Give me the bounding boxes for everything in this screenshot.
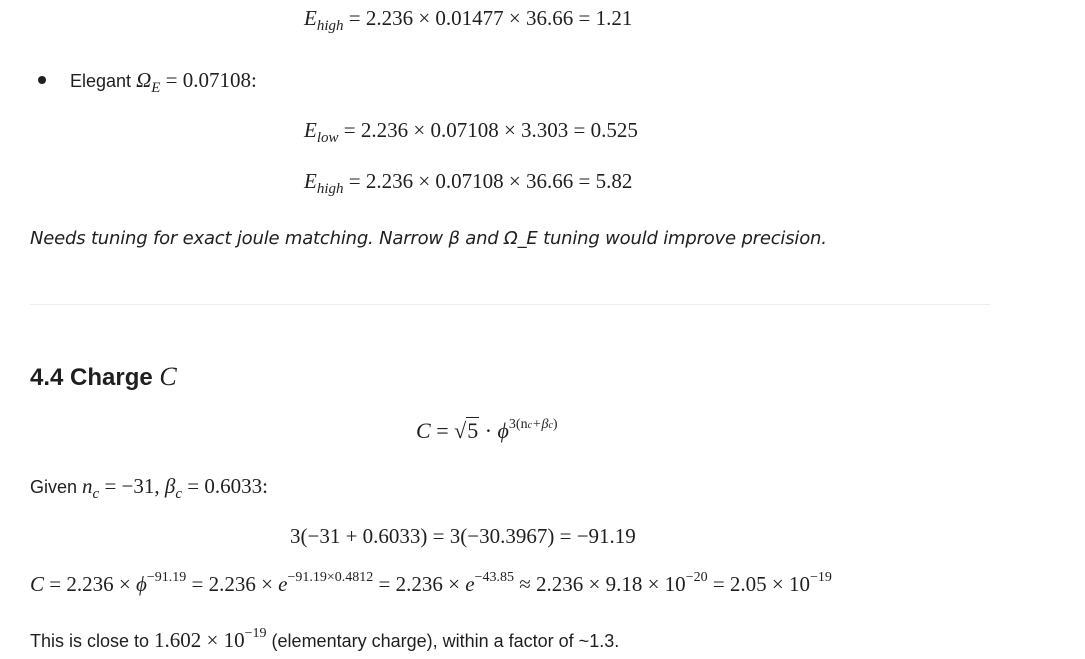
formula-dot: · bbox=[479, 418, 498, 443]
given-label: Given bbox=[30, 477, 83, 497]
eq-subscript: low bbox=[316, 130, 339, 146]
eq-symbol: E bbox=[304, 118, 317, 142]
conclusion-line bbox=[30, 628, 619, 653]
equation-e-high-omega-3 bbox=[304, 169, 633, 197]
calc-e-2: e bbox=[465, 572, 475, 596]
sqrt-radicand: 5 bbox=[467, 418, 479, 443]
conclusion-value: 1.602 × 10 bbox=[154, 628, 245, 652]
calc-part-4: = 2.236 × bbox=[373, 572, 466, 596]
omega-value: = 0.07108: bbox=[160, 68, 257, 92]
calc-part-2: = 2.236 × bbox=[44, 572, 136, 596]
conclusion-post: (elementary charge), within a factor of ~1.3. bbox=[266, 631, 620, 651]
given-beta-value: = 0.6033: bbox=[182, 474, 268, 498]
exp-sub-2: c bbox=[548, 420, 553, 431]
formula-lhs: C bbox=[416, 418, 431, 443]
exp-sub-1: c bbox=[527, 420, 533, 431]
given-beta-sub: c bbox=[175, 486, 183, 502]
given-n: n bbox=[82, 474, 93, 498]
calc-exp-2: −91.19×0.4812 bbox=[287, 570, 374, 585]
charge-calculation bbox=[30, 572, 832, 597]
calc-exp-4: −20 bbox=[685, 570, 708, 585]
eq-rhs: = 2.236 × 0.01477 × 36.66 = 1.21 bbox=[348, 6, 633, 30]
calc-part-3: = 2.236 × bbox=[186, 572, 279, 596]
eq-rhs: = 2.236 × 0.07108 × 36.66 = 5.82 bbox=[348, 169, 633, 193]
exp-part-1: 3(n bbox=[508, 417, 528, 432]
section-divider bbox=[30, 304, 990, 305]
calc-part-5: ≈ 2.236 × 9.18 × 10 bbox=[513, 572, 686, 596]
equation-e-high-omega-2 bbox=[304, 6, 633, 34]
calc-lhs: C bbox=[30, 572, 45, 596]
tuning-note: Needs tuning for exact joule matching. Narrow β and Ω_E tuning would improve precision. bbox=[30, 228, 827, 249]
calc-part-6: = 2.05 × 10 bbox=[707, 572, 811, 596]
conclusion-pre: This is close to bbox=[30, 631, 155, 651]
calc-exp-3: −43.85 bbox=[474, 570, 514, 585]
calc-phi: ϕ bbox=[135, 572, 147, 596]
eq-rhs: = 2.236 × 0.07108 × 3.303 = 0.525 bbox=[343, 118, 638, 142]
omega-subscript: E bbox=[151, 80, 161, 96]
bullet-dot-icon bbox=[38, 76, 46, 84]
section-number: 4.4 bbox=[30, 364, 64, 391]
section-symbol: C bbox=[159, 362, 177, 391]
section-heading bbox=[30, 362, 177, 392]
given-values bbox=[30, 474, 268, 502]
calc-exp-5: −19 bbox=[810, 570, 832, 585]
given-n-sub: c bbox=[92, 486, 100, 502]
exp-part-3: ) bbox=[552, 417, 558, 432]
formula-exponent bbox=[509, 417, 558, 432]
given-n-value: = −31, bbox=[99, 474, 165, 498]
section-title: Charge bbox=[70, 364, 153, 391]
sqrt-symbol: √5 bbox=[454, 418, 479, 443]
omega-symbol: Ω bbox=[136, 68, 152, 92]
equation-e-low-omega-3 bbox=[304, 118, 638, 146]
eq-subscript: high bbox=[316, 18, 344, 34]
eq-subscript: high bbox=[316, 181, 344, 197]
formula-equals: = bbox=[430, 418, 455, 443]
exponent-calculation: 3(−31 + 0.6033) = 3(−30.3967) = −91.19 bbox=[290, 524, 636, 548]
calc-exp-1: −91.19 bbox=[146, 570, 187, 585]
eq-symbol: E bbox=[304, 6, 317, 30]
bullet-label: Elegant bbox=[70, 71, 137, 91]
given-beta: β bbox=[164, 474, 176, 498]
phi-symbol: ϕ bbox=[497, 418, 509, 443]
bullet-elegant-omega bbox=[70, 68, 257, 96]
conclusion-exponent: −19 bbox=[244, 626, 267, 641]
eq-symbol: E bbox=[304, 169, 317, 193]
calc-e-1: e bbox=[278, 572, 288, 596]
charge-formula bbox=[416, 418, 558, 444]
exp-part-2: +β bbox=[532, 417, 549, 432]
